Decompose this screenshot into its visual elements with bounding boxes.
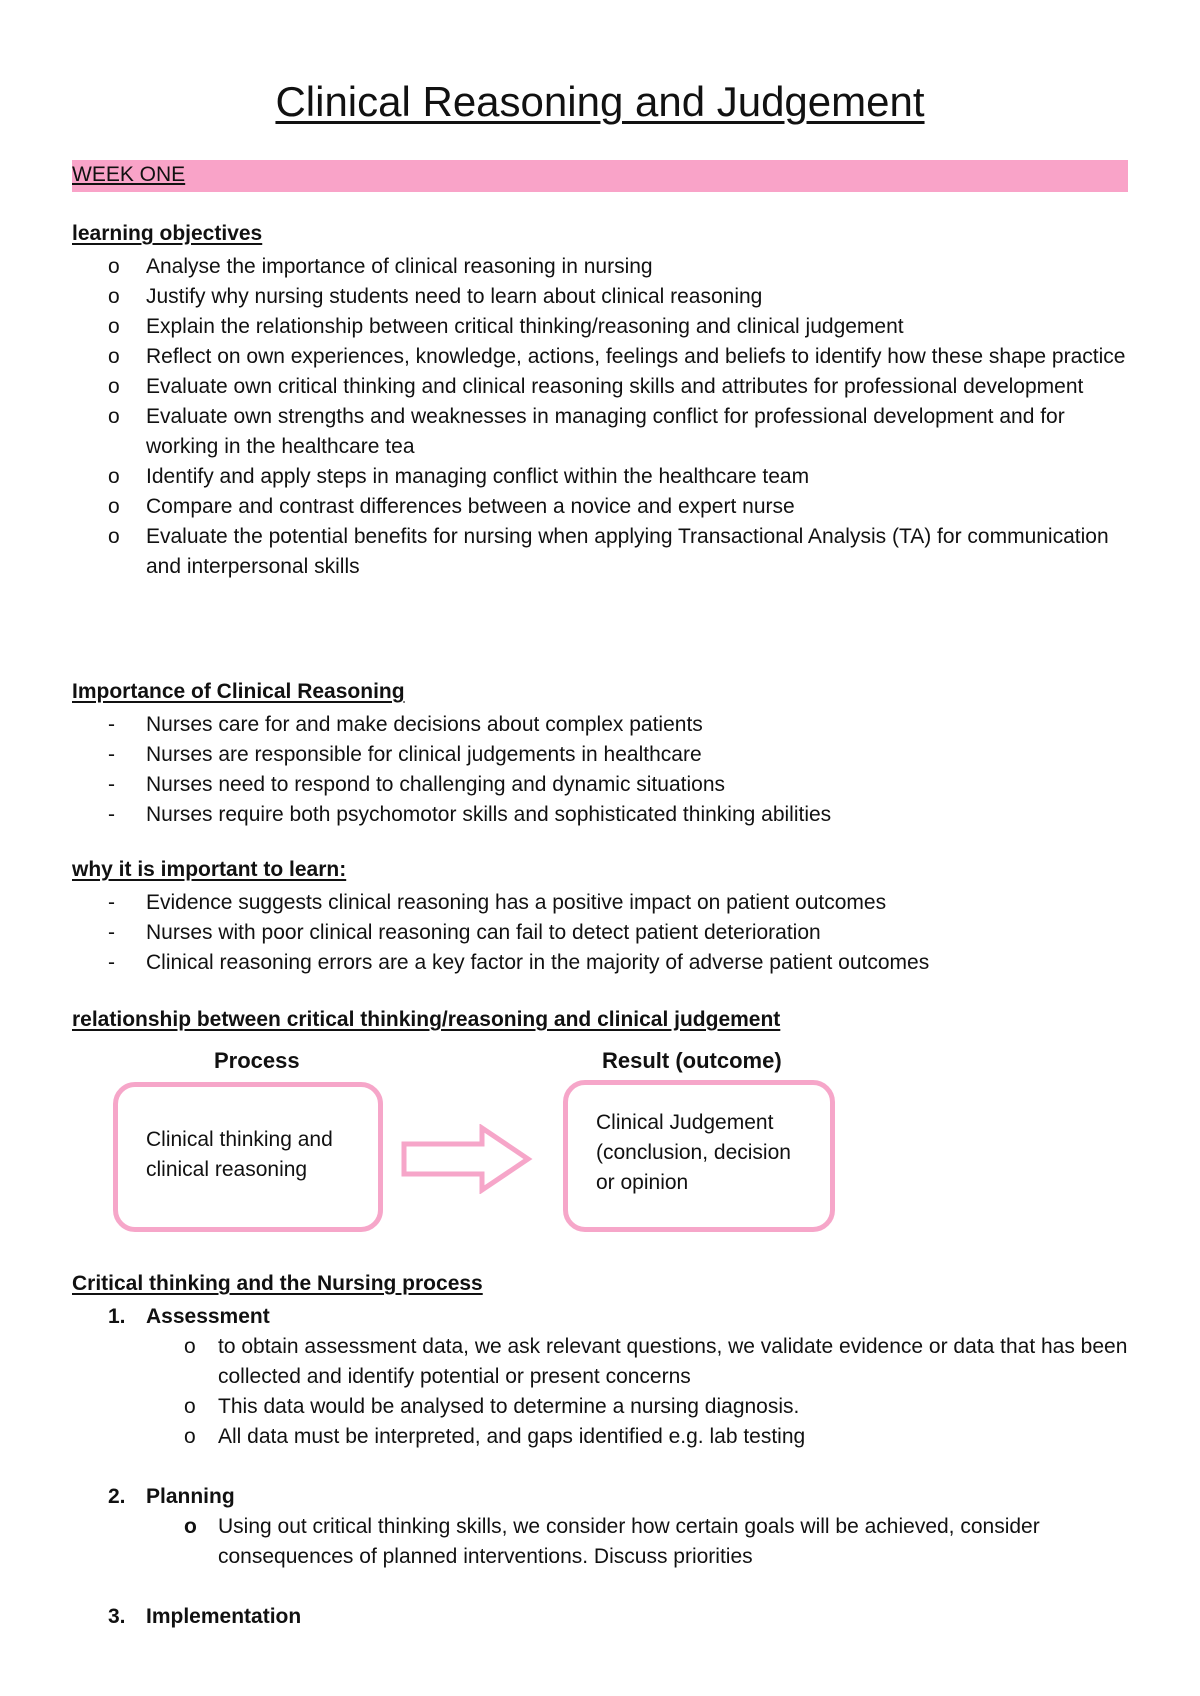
list-item: o Justify why nursing students need to learn about clinical reasoning (72, 282, 1132, 312)
relationship-heading: relationship between critical thinking/reasoning and clinical judgement (72, 1008, 781, 1031)
hollow-bullet-icon: o (108, 285, 120, 308)
nursing-step-3 (72, 1602, 1132, 1632)
list-item: o All data must be interpreted, and gaps identified e.g. lab testing (144, 1422, 1134, 1452)
hollow-bullet-icon: o (184, 1425, 196, 1448)
step-title: 2. Planning (72, 1482, 1132, 1512)
importance-list (72, 710, 1132, 830)
list-item: o Evaluate own critical thinking and clinical reasoning skills and attributes for professional development (72, 372, 1132, 402)
nursing-process-heading: Critical thinking and the Nursing process (72, 1272, 483, 1295)
dash-bullet-icon: - (108, 773, 115, 796)
step-number: 2. (108, 1485, 126, 1508)
process-label: Process (214, 1048, 300, 1073)
week-highlight-bar (72, 160, 1128, 192)
list-item: o Using out critical thinking skills, we consider how certain goals will be achieved, consider consequences of planned interventions. Discuss priorities (144, 1512, 1134, 1572)
dash-bullet-icon: - (108, 891, 115, 914)
page-title: Clinical Reasoning and Judgement (275, 78, 925, 125)
week-label: WEEK ONE (72, 163, 186, 186)
list-item: - Nurses care for and make decisions about complex patients (72, 710, 1132, 740)
hollow-bullet-icon: o (184, 1515, 197, 1538)
arrow-right-icon (400, 1124, 535, 1194)
process-box (113, 1082, 383, 1232)
hollow-bullet-icon: o (108, 255, 120, 278)
list-item: - Nurses are responsible for clinical judgements in healthcare (72, 740, 1132, 770)
list-item: o Evaluate the potential benefits for nursing when applying Transactional Analysis (TA) for communication and interpersonal skills (72, 522, 1132, 582)
list-item: o Compare and contrast differences between a novice and expert nurse (72, 492, 1132, 522)
list-item: - Evidence suggests clinical reasoning has a positive impact on patient outcomes (72, 888, 1132, 918)
list-item: o Identify and apply steps in managing conflict within the healthcare team (72, 462, 1132, 492)
list-item: o Explain the relationship between critical thinking/reasoning and clinical judgement (72, 312, 1132, 342)
hollow-bullet-icon: o (108, 465, 120, 488)
list-item: o This data would be analysed to determine a nursing diagnosis. (144, 1392, 1134, 1422)
dash-bullet-icon: - (108, 921, 115, 944)
list-item: - Clinical reasoning errors are a key factor in the majority of adverse patient outcomes (72, 948, 1132, 978)
hollow-bullet-icon: o (184, 1335, 196, 1358)
hollow-bullet-icon: o (108, 495, 120, 518)
planning-list (144, 1512, 1134, 1572)
list-item: o Analyse the importance of clinical reasoning in nursing (72, 252, 1132, 282)
why-learn-heading: why it is important to learn: (72, 858, 347, 881)
why-learn-list (72, 888, 1132, 978)
hollow-bullet-icon: o (108, 525, 120, 548)
hollow-bullet-icon: o (108, 315, 120, 338)
hollow-bullet-icon: o (108, 375, 120, 398)
step-title: 1. Assessment (72, 1302, 1132, 1332)
dash-bullet-icon: - (108, 803, 115, 826)
result-label: Result (outcome) (602, 1048, 782, 1073)
hollow-bullet-icon: o (108, 345, 120, 368)
step-number: 3. (108, 1605, 126, 1628)
hollow-bullet-icon: o (108, 405, 120, 428)
list-item: - Nurses need to respond to challenging and dynamic situations (72, 770, 1132, 800)
result-box-text: Clinical Judgement (conclusion, decision or opinion (596, 1111, 791, 1194)
list-item: o Evaluate own strengths and weaknesses in managing conflict for professional development and for working in the healthcare tea (72, 402, 1132, 462)
hollow-bullet-icon: o (184, 1395, 196, 1418)
assessment-list (144, 1332, 1134, 1452)
learning-objectives-heading: learning objectives (72, 222, 263, 245)
step-title: 3. Implementation (72, 1602, 1132, 1632)
list-item: - Nurses require both psychomotor skills and sophisticated thinking abilities (72, 800, 1132, 830)
result-box (563, 1080, 835, 1232)
list-item: - Nurses with poor clinical reasoning can fail to detect patient deterioration (72, 918, 1132, 948)
nursing-step-2 (72, 1482, 1132, 1512)
step-number: 1. (108, 1305, 126, 1328)
dash-bullet-icon: - (108, 951, 115, 974)
process-box-text: Clinical thinking and clinical reasoning (146, 1128, 333, 1181)
nursing-step-1 (72, 1302, 1132, 1332)
list-item: o Reflect on own experiences, knowledge, actions, feelings and beliefs to identify how these shape practice (72, 342, 1132, 372)
list-item: o to obtain assessment data, we ask relevant questions, we validate evidence or data that has been collected and identify potential or present concerns (144, 1332, 1134, 1392)
dash-bullet-icon: - (108, 743, 115, 766)
dash-bullet-icon: - (108, 713, 115, 736)
learning-objectives-list (72, 252, 1132, 582)
importance-heading: Importance of Clinical Reasoning (72, 680, 405, 703)
